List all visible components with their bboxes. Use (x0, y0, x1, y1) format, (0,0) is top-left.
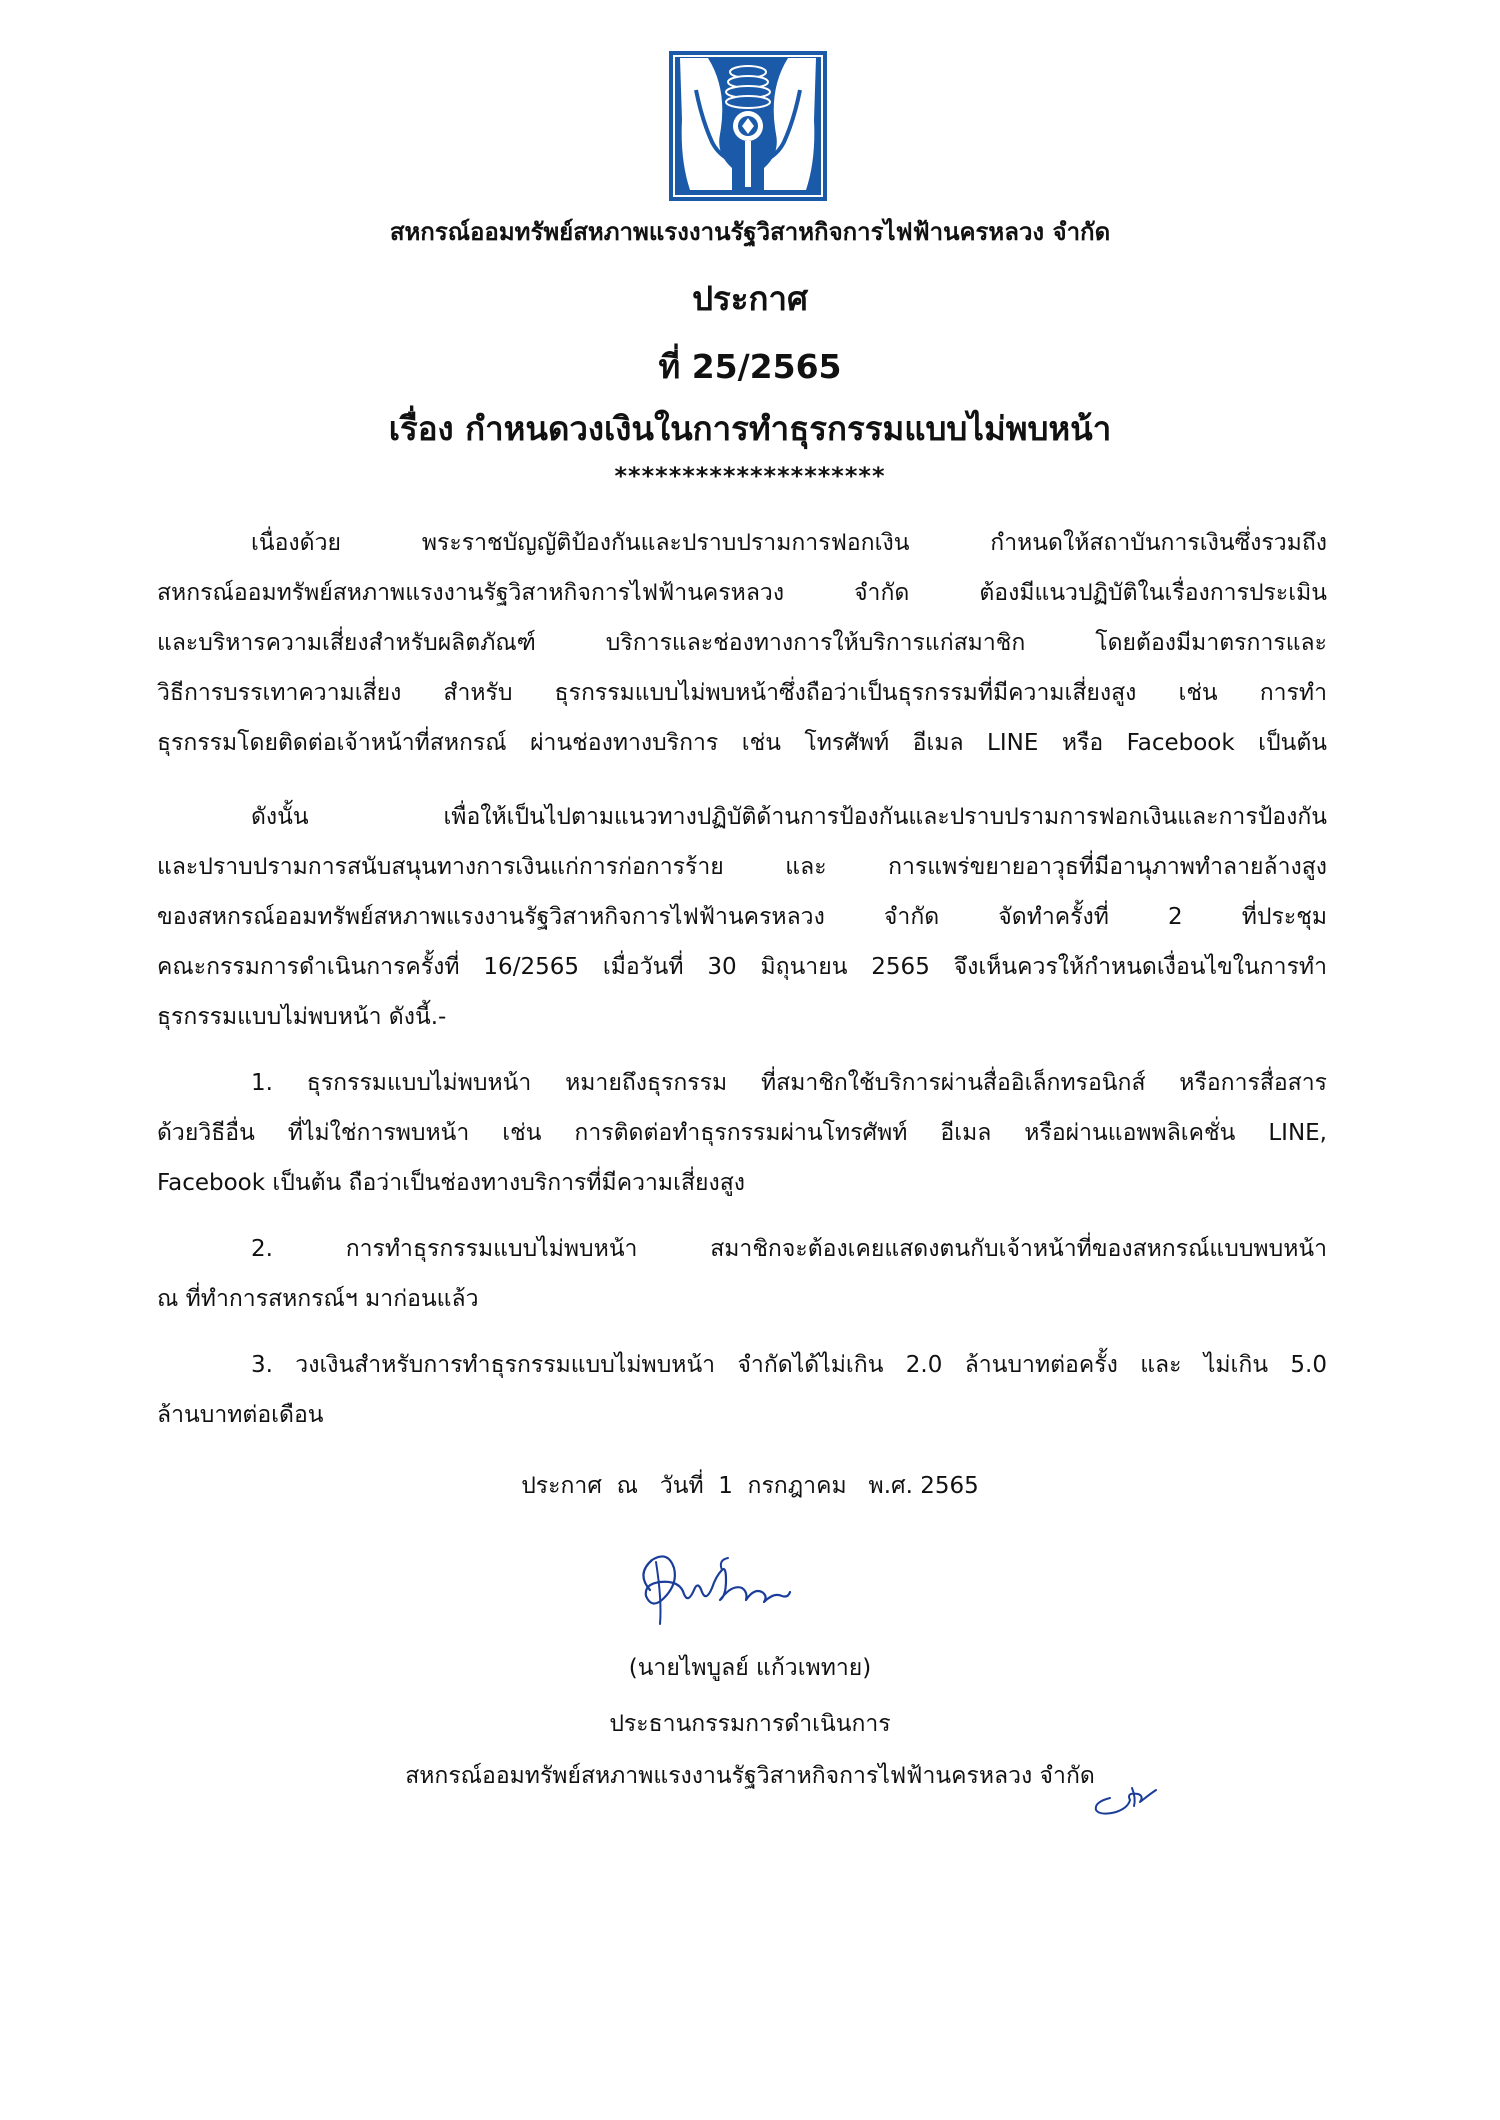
paragraph-1 (157, 518, 1327, 768)
announcement-number: ที่ 25/2565 (658, 347, 842, 386)
signer-title: ประธานกรรมการดำเนินการ (609, 1711, 891, 1737)
paragraph-line: ด้วยวิธีอื่น ที่ไม่ใช่การพบหน้า เช่น การติดต่อทำธุรกรรมผ่านโทรศัพท์ อีเมล หรือผ่านแอพพลิเคชั่น LINE, (157, 1120, 1327, 1146)
paragraph-line: ธุรกรรมโดยติดต่อเจ้าหน้าที่สหกรณ์ ผ่านช่องทางบริการ เช่น โทรศัพท์ อีเมล LINE หรือ Facebook เป็นต้น (157, 730, 1327, 756)
list-item-1 (157, 1058, 1327, 1208)
handwritten-signature-icon (622, 1540, 802, 1630)
paragraph-line: Facebook เป็นต้น ถือว่าเป็นช่องทางบริการที่มีความเสี่ยงสูง (157, 1170, 745, 1196)
paragraph-line: และปราบปรามการสนับสนุนทางการเงินแก่การก่อการร้าย และ การแพร่ขยายอาวุธที่มีอานุภาพทำลายล้างสูง (157, 854, 1327, 880)
paragraph-line: ธุรกรรมแบบไม่พบหน้า ดังนี้.- (157, 1004, 447, 1030)
paragraph-line: 3. วงเงินสำหรับการทำธุรกรรมแบบไม่พบหน้า จำกัดได้ไม่เกิน 2.0 ล้านบาทต่อครั้ง และ ไม่เกิน 5.0 (251, 1352, 1327, 1378)
paragraph-line: ของสหกรณ์ออมทรัพย์สหภาพแรงงานรัฐวิสาหกิจการไฟฟ้านครหลวง จำกัด จัดทำครั้งที่ 2 ที่ประชุม (157, 904, 1327, 930)
list-item-3 (157, 1340, 1327, 1440)
paragraph-line: 2. การทำธุรกรรมแบบไม่พบหน้า สมาชิกจะต้องเคยแสดงตนกับเจ้าหน้าที่ของสหกรณ์แบบพบหน้า (251, 1236, 1327, 1262)
paragraph-line: 1. ธุรกรรมแบบไม่พบหน้า หมายถึงธุรกรรม ที่สมาชิกใช้บริการผ่านสื่ออิเล็กทรอนิกส์ หรือการสื่อสาร (251, 1070, 1327, 1096)
initial-mark-icon (1080, 1768, 1160, 1818)
signer-name: (นายไพบูลย์ แก้วเพทาย) (628, 1655, 872, 1681)
separator-stars: ******************** (614, 462, 886, 490)
paragraph-line: เนื่องด้วย พระราชบัญญัติป้องกันและปราบปรามการฟอกเงิน กำหนดให้สถาบันการเงินซึ่งรวมถึง (251, 530, 1327, 556)
paragraph-line: ณ ที่ทำการสหกรณ์ฯ มาก่อนแล้ว (157, 1286, 479, 1312)
cooperative-logo-icon (668, 50, 828, 202)
paragraph-line: คณะกรรมการดำเนินการครั้งที่ 16/2565 เมื่อวันที่ 30 มิถุนายน 2565 จึงเห็นควรให้กำหนดเงื่อนไขในการทำ (157, 954, 1327, 980)
paragraph-line: วิธีการบรรเทาความเสี่ยง สำหรับ ธุรกรรมแบบไม่พบหน้าซึ่งถือว่าเป็นธุรกรรมที่มีความเสี่ยงสูง เช่น การทำ (157, 680, 1327, 706)
paragraph-2 (157, 792, 1327, 1042)
paragraph-line: สหกรณ์ออมทรัพย์สหภาพแรงงานรัฐวิสาหกิจการไฟฟ้านครหลวง จำกัด ต้องมีแนวปฏิบัติในเรื่องการประเมิน (157, 580, 1327, 606)
list-item-2 (157, 1224, 1327, 1324)
announcement-date: ประกาศ ณ วันที่ 1 กรกฎาคม พ.ศ. 2565 (521, 1473, 979, 1499)
signer-organization: สหกรณ์ออมทรัพย์สหภาพแรงงานรัฐวิสาหกิจการไฟฟ้านครหลวง จำกัด (405, 1763, 1095, 1789)
paragraph-line: ดังนั้น เพื่อให้เป็นไปตามแนวทางปฏิบัติด้านการป้องกันและปราบปรามการฟอกเงินและการป้องกัน (251, 804, 1327, 830)
paragraph-line: และบริหารความเสี่ยงสำหรับผลิตภัณฑ์ บริการและช่องทางการให้บริการแก่สมาชิก โดยต้องมีมาตรการและ (157, 630, 1327, 656)
announcement-heading: ประกาศ (692, 279, 808, 318)
announcement-subject: เรื่อง กำหนดวงเงินในการทำธุรกรรมแบบไม่พบหน้า (388, 409, 1112, 448)
paragraph-line: ล้านบาทต่อเดือน (157, 1402, 324, 1428)
organization-header: สหกรณ์ออมทรัพย์สหภาพแรงงานรัฐวิสาหกิจการไฟฟ้านครหลวง จำกัด (389, 218, 1111, 246)
